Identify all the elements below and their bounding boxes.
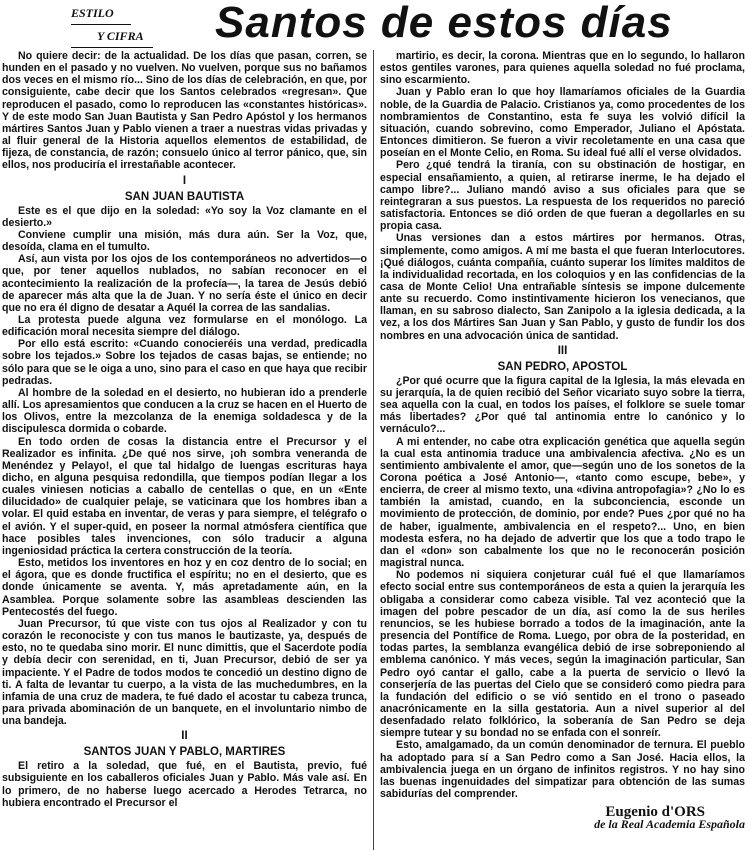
section-3-number: III — [557, 344, 568, 357]
paragraph: Esto, metidos los inventores en hoz y en coz dentro de lo social; en el ágora, que es donde fructifica el espíritu; no en el desierto, que es donde únicamente se aventa. Y, más apretadamente aún, en la Asamblea. Porque solamente sobre las asambleas descienden las Pentecostés del fuego. — [2, 557, 367, 618]
section-kicker — [71, 2, 161, 48]
paragraph: La protesta puede alguna vez formularse en el monólogo. La edificación moral necesita siempre del diálogo. — [2, 313, 367, 339]
kicker-line-1: ESTILO — [71, 2, 131, 25]
section-2-heading: SANTOS JUAN Y PABLO, MARTIRES — [83, 746, 286, 759]
paragraph: En todo orden de cosas la distancia entre el Precursor y el Realizador es infinita. ¿De qué nos sirve, ¡oh sombra veneranda de Menéndez y Pelayo!, el que tal hidalgo de luengas escrituras haya dicho, en alguna pesquisa redondilla, que tiempos podían llegar a los cuales viniesen noticias a caballo de centellas o que, en un «Ente dilucidado» de cualquier pelaje, se vaticinara que los hombres iban a volar. El quid estaba en inventar, de veras y para siempre, el telégrafo o el avión. Y el super-quid, en poseer la normal atmósfera científica que hace posibles tales invenciones, con sólo traducir a alguna ingeniosidad práctica la certera construcción de la teoría. — [2, 435, 367, 557]
section-3-heading: SAN PEDRO, APOSTOL — [497, 360, 628, 373]
left-column — [2, 50, 367, 850]
section-1-heading: SAN JUAN BAUTISTA — [124, 190, 245, 203]
paragraph: martirio, es decir, la corona. Mientras que en lo segundo, lo hallaron estos gentiles varones, para quienes aquella soledad no fué proclama, sino escarmiento. — [380, 50, 745, 87]
intro — [2, 50, 367, 172]
column-divider — [373, 50, 374, 850]
paragraph: Por ello está escrito: «Cuando conocieréis una verdad, predicadla sobre los tejados.» Sobre los tejados de casas bajas, se entiende; no sólo para que se le oiga a uno, sino para el caso en que haya que recibir pedradas. — [2, 338, 367, 387]
section-1-body — [2, 205, 367, 728]
paragraph: Conviene cumplir una misión, más dura aún. Ser la Voz, que, desoída, clama en el tumulto. — [2, 228, 367, 254]
paragraph: Juan Precursor, tú que viste con tus ojos al Realizador y con tu corazón le reconociste y con tus manos le bautizaste, ya, después de esto, no te quedaba sino morir. El nunc dimittis, que el Sacerdote podía y debía decir con serenidad, en ti, Juan Precursor, debió de ser ya impaciente. Y el Padre de todos modos te concedió un destino digno de ti. A falta de levantar tu cuerpo, a la vista de las muchedumbres, en la infamia de una cruz de madera, te fué dado el acostar tu cabeza trunca, para privada abominación de un banquete, en el involuntario nimbo de una bandeja. — [2, 617, 367, 728]
paragraph: Pero ¿qué tendrá la tiranía, con su obstinación de hostigar, en especial ensañamiento, a quien, al retirarse inerme, le ha dejado el campo libre?... Juliano mandó aviso a sus oficiales para que se reintegraran a sus puestos. La respuesta de los requeridos no pareció satisfactoria. Entonces se dió orden de que fueran a degollarles en su propia casa. — [380, 159, 745, 233]
paragraph: Al hombre de la soledad en el desierto, no hubieran ido a prenderle allí. Los apresamientos que conducen a la cruz se hacen en el Huerto de los Olivos, entre la mezcolanza de la enemiga soldadesca y de la discipulesca dormida o cobarde. — [2, 386, 367, 436]
section-1-number: I — [182, 174, 187, 187]
paragraph: No podemos ni siquiera conjeturar cuál fué el que llamaríamos efecto social entre sus contemporáneos de esta a quien la jerarquía les obligaba a considerar como cabeza visible. Tal vez aconteció que la imagen del pobre pescador de un día, así como la de sus heriles renuncios, se les hubiese borrado a todos de la imaginación, ante la presencia del Pontífice de Roma. Luego, por obra de la posteridad, en todas partes, la semblanza evangélica debió de irse sobreponiendo al emblema canónico. Y más veces, según la imaginación particular, San Pedro oyó cantar el gallo, cabe a la puerta de servicio o llevó la conserjería de las puertas del Cielo que se consideró como piedra para la fundación del edificio o se vió sentido en el trono o paseado anacrónicamente en la silla gestatoria. Aun a nivel superior al del desenfadado relato folklórico, la soberanía de San Pedro se deja siempre tutear y su bondad no se enfada con el sonreír. — [380, 569, 745, 740]
kicker-line-2: Y CIFRA — [71, 25, 153, 48]
section-2-number: II — [181, 730, 188, 743]
paragraph: A mi entender, no cabe otra explicación genética que aquella según la cual esta antinomia traduce una ambivalencia afectiva. ¿No es un sentimiento ambivalente el amor, que—según uno de los sonetos de la Corona poética a José Antonio—, «tanto como escupe, bebe», y encierra, de creer al mismo texto, una «divina antropofagia»? ¿No lo es también la amistad, cuando, en la subconciencia, esconde un movimiento de protección, de dominio, por ende? Pues ¿por qué no ha de haber, igualmente, ambivalencia en el respeto?... Uno, en bien modesta esfera, no ha dejado de advertir que los que a todo trapo le dan el «don» son cabalmente los que no le reconocerán posición magistral nunca. — [380, 435, 745, 570]
paragraph: Este es el que dijo en la soledad: «Yo soy la Voz clamante en el desierto.» — [2, 204, 367, 229]
paragraph: Así, aun vista por los ojos de los contemporáneos no advertidos—o que, por tener aquellos nublados, no sabían reconocer en el acontecimiento la realización de la profecía—, la tarea de Jesús debió de aparecer más alta que la de Juan. Y no sería éste el único en decir que no era él digno de desatar a Aquél la correa de las sandalias. — [2, 253, 367, 314]
section-2-continued — [380, 50, 745, 342]
paragraph: El retiro a la soledad, que fué, en el Bautista, previo, fué subsiguiente en los caballeros oficiales Juan y Pablo. Más vale así. En lo primero, de no haberse luego acercado a Herodes Tetrarca, no hubiera encontrado el Precursor el — [2, 760, 367, 809]
paragraph: Juan y Pablo eran lo que hoy llamaríamos oficiales de la Guardia noble, de la Guardia de Palacio. Cristianos ya, como procedentes de los nombramientos de Constantino, esta fe suya les volvió difícil la situación, cuando sobrevino, como Emperador, Juliano el Apóstata. Entonces dimitieron. Se fueron a vivir recoletamente en una casa que poseían en el Monte Celio, en Roma. Su ideal fué allí el verse olvidados. — [380, 86, 745, 160]
author-name: Eugenio d'ORS — [605, 804, 705, 821]
section-2-body — [2, 760, 367, 809]
section-3-body — [380, 375, 745, 800]
article-title: Santos de estos días — [215, 0, 673, 47]
paragraph: Esto, amalgamado, da un común denominador de ternura. El pueblo ha adoptado para sí a San Pedro como a San José. Hacia ellos, la ambivalencia juega en un órgano de infinitos registros. Y no hay sino las buenas ingenuidades del simpatizar para obtención de las sumas sabidurías del comprender. — [380, 739, 745, 801]
paragraph: Unas versiones dan a estos mártires por hermanos. Otras, simplemente, como amigos. A mí me basta el que fueran Interlocutores. ¡Qué diálogos, cuánta compañía, cuánto superar los límites malditos de la individualidad recortada, en los coloquios y en las confidencias de la casa de Monte Celio! Una entrañable síntesis se impone dulcemente ante su recuerdo. Como instintivamente hicieron los venecianos, que llaman, en su sabroso dialecto, San Zanipolo a la iglesia dedicada, a la vez, a los dos Mártires San Juan y San Pablo, y gusto de fundir los dos nombres en una advocación única de santidad. — [380, 232, 745, 342]
paragraph: No quiere decir: de la actualidad. De los días que pasan, corren, se hunden en el pasado y no vuelven. No vuelven, porque sus no bañamos dos veces en el mismo río... Sino de los días de celebración, en que, por consiguiente, cabe decir que los Santos celebrados «regresan». Que reproducen el pasado, como lo reproducen las «constantes históricas». Y de este modo San Juan Bautista y San Pedro Apóstol y los hermanos mártires Santos Juan y Pablo vienen a traer a nuestras vidas privadas y al fluir general de la Historia aquellos elementos de estabilidad, de fijeza, de constancia, de razón; consuelo único al terror pánico, que, sin ellos, nos produciría el irrestañable acontecer. — [2, 50, 367, 172]
right-column — [380, 50, 745, 850]
author-affiliation: de la Real Academia Española — [594, 817, 745, 832]
paragraph: ¿Por qué ocurre que la figura capital de la Iglesia, la más elevada en su jerarquía, la de quien recibió del Señor vicariato suyo sobre la tierra, sea aquella con la cual, en todos los países, el folklore se suele tomar más libertades? ¿Por qué tal antinomia entre lo canónico y lo vernáculo?... — [380, 374, 745, 436]
signature — [380, 806, 745, 830]
